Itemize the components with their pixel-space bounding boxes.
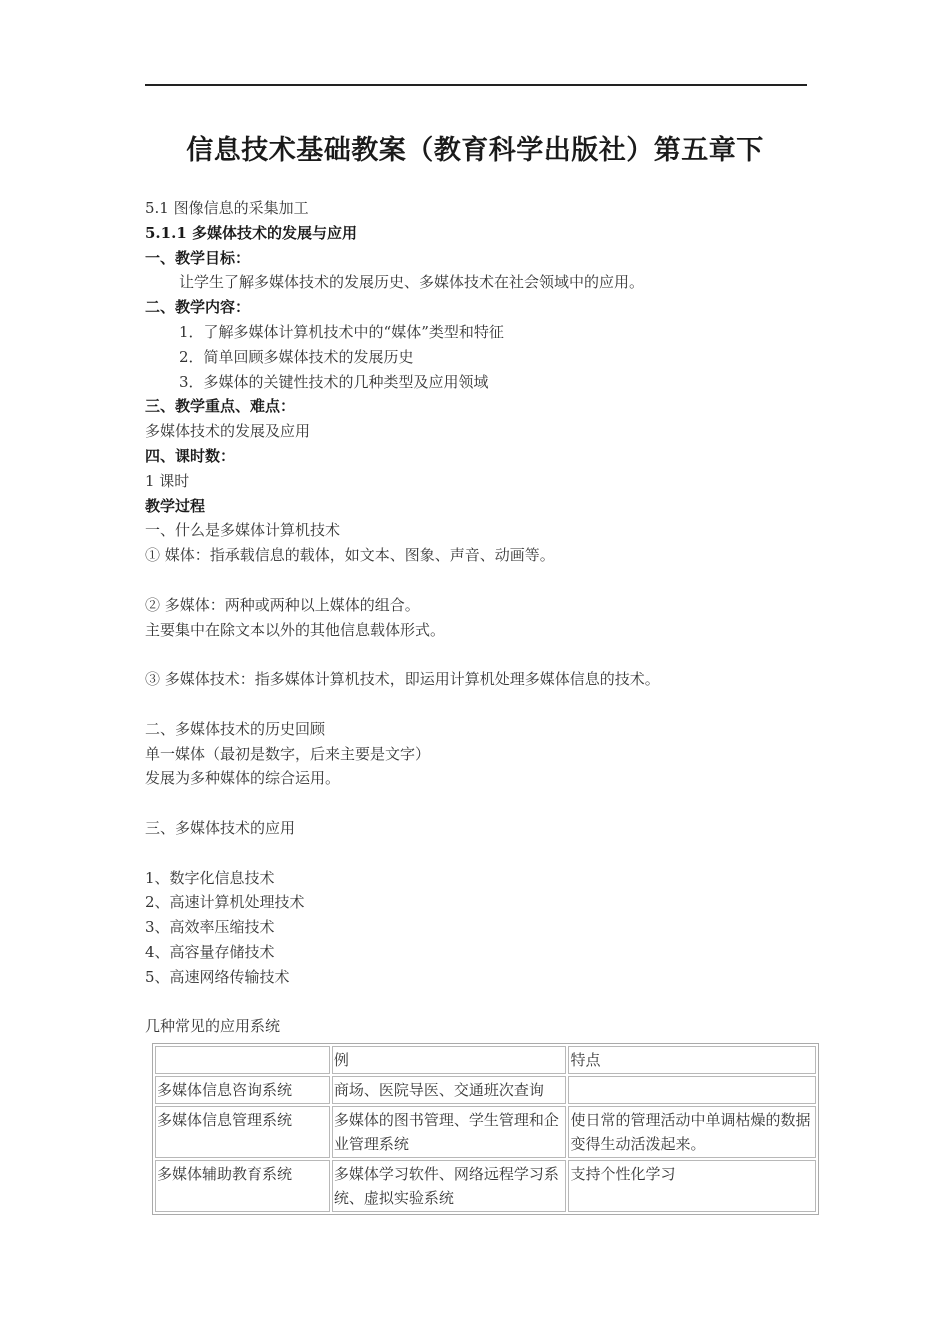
text-line: 多媒体技术的发展及应用 bbox=[145, 422, 311, 441]
document-title: 信息技术基础教案（教育科学出版社）第五章下 bbox=[186, 135, 764, 166]
text-line: 2．简单回顾多媒体技术的发展历史 bbox=[179, 347, 414, 366]
table-cell: 多媒体辅助教育系统 bbox=[155, 1160, 330, 1212]
section-heading: 一、教学目标： bbox=[145, 248, 251, 267]
table-header-row bbox=[155, 1046, 816, 1074]
table-cell: 支持个性化学习 bbox=[568, 1160, 816, 1212]
table-header-cell bbox=[155, 1046, 330, 1074]
table-cell: 多媒体学习软件、网络远程学习系统、虚拟实验系统 bbox=[332, 1160, 567, 1212]
table-header-cell: 例 bbox=[332, 1046, 567, 1074]
text-line: 让学生了解多媒体技术的发展历史、多媒体技术在社会领域中的应用。 bbox=[179, 273, 645, 292]
section-heading: 四、课时数： bbox=[145, 446, 236, 465]
text-line: 三、多媒体技术的应用 bbox=[145, 818, 296, 837]
text-line: 3、高效率压缩技术 bbox=[145, 918, 275, 937]
section-heading: 教学过程 bbox=[145, 496, 206, 515]
table-row bbox=[155, 1076, 816, 1104]
table-row bbox=[155, 1160, 816, 1212]
table-cell: 多媒体信息咨询系统 bbox=[155, 1076, 330, 1104]
blank-line bbox=[145, 990, 825, 1015]
table-cell: 多媒体信息管理系统 bbox=[155, 1106, 330, 1158]
text-line: 发展为多种媒体的综合运用。 bbox=[145, 769, 341, 788]
application-systems-table bbox=[152, 1043, 819, 1215]
text-line: 二、多媒体技术的历史回顾 bbox=[145, 719, 326, 738]
section-heading: 二、教学内容： bbox=[145, 298, 251, 317]
text-line: ① 媒体：指承载信息的载体，如文本、图象、声音、动画等。 bbox=[145, 546, 555, 565]
blank-line bbox=[145, 841, 825, 866]
top-horizontal-rule bbox=[145, 84, 807, 86]
text-line: 5、高速网络传输技术 bbox=[145, 967, 290, 986]
table-row bbox=[155, 1106, 816, 1158]
text-line: 几种常见的应用系统 bbox=[145, 1017, 281, 1036]
text-line: ② 多媒体：两种或两种以上媒体的组合。 bbox=[145, 595, 420, 614]
section-heading: 三、教学重点、难点： bbox=[145, 397, 296, 416]
text-line: ③ 多媒体技术：指多媒体计算机技术，即运用计算机处理多媒体信息的技术。 bbox=[145, 670, 660, 689]
text-line: 主要集中在除文本以外的其他信息载体形式。 bbox=[145, 620, 446, 639]
table-header-cell: 特点 bbox=[568, 1046, 816, 1074]
document-body bbox=[145, 196, 825, 1039]
text-line: 1、数字化信息技术 bbox=[145, 868, 275, 887]
blank-line bbox=[145, 642, 825, 667]
table-cell: 使日常的管理活动中单调枯燥的数据变得生动活泼起来。 bbox=[568, 1106, 816, 1158]
table-cell bbox=[568, 1076, 816, 1104]
table-cell: 商场、医院导医、交通班次查询 bbox=[332, 1076, 567, 1104]
table-cell: 多媒体的图书管理、学生管理和企业管理系统 bbox=[332, 1106, 567, 1158]
section-heading: 5.1.1 多媒体技术的发展与应用 bbox=[145, 223, 357, 242]
blank-line bbox=[145, 568, 825, 593]
text-line: 5.1 图像信息的采集加工 bbox=[145, 199, 309, 217]
blank-line bbox=[145, 791, 825, 816]
text-line: 一、什么是多媒体计算机技术 bbox=[145, 521, 341, 540]
blank-line bbox=[145, 692, 825, 717]
text-line: 1．了解多媒体计算机技术中的“媒体”类型和特征 bbox=[179, 322, 504, 341]
text-line: 1 课时 bbox=[145, 471, 190, 490]
text-line: 3．多媒体的关键性技术的几种类型及应用领域 bbox=[179, 372, 489, 391]
text-line: 单一媒体（最初是数字，后来主要是文字） bbox=[145, 744, 431, 763]
text-line: 2、高速计算机处理技术 bbox=[145, 893, 305, 912]
text-line: 4、高容量存储技术 bbox=[145, 942, 275, 961]
